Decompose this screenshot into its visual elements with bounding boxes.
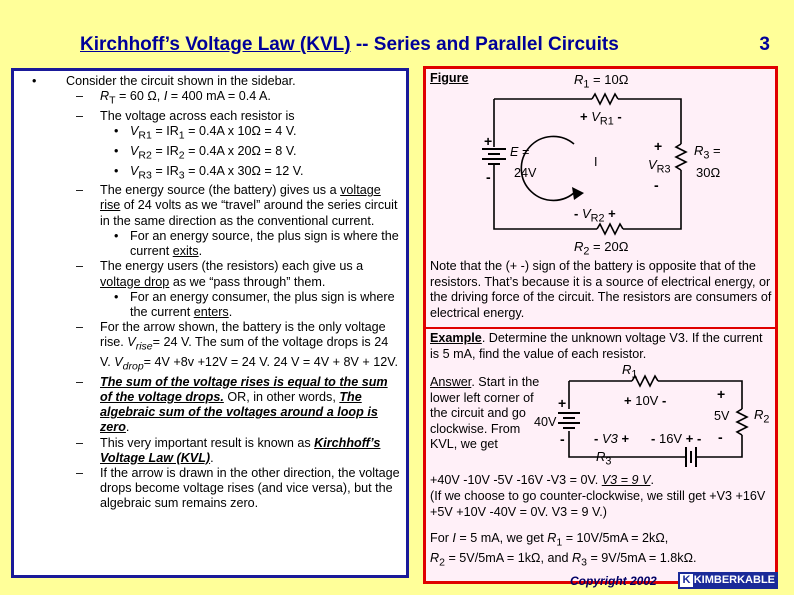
battery-symbol [482,149,506,164]
battery-minus: - [486,169,491,185]
example-resistances: For I = 5 mA, we get $R_1 = 10V/5mA = 2k\Omega$, $R_2 = 5V/5mA = 1k\Omega$, and $R_3 = 9V/5mA = 1.8k\Omega$. [430,531,697,569]
e-label: E = [510,145,530,159]
ex-b40-value: 40V [534,415,557,429]
slide-number: 3 [759,34,770,55]
title-main: Kirchhoff’s Voltage Law (KVL) [80,34,351,55]
bullet-reverse: – If the arrow is drawn in the other direction, the voltage drops become voltage rises (and vice versa), but the algebraic sum remains zero. [20,466,402,512]
bullet-source-plus: • For an energy source, the plus sign is where the current exits. [20,229,402,259]
bullet-vr2: • $V_{R2} = IR_2 = 0.4A$ x 20Ω = 8 V. [20,144,402,164]
ex-battery-40v [558,413,580,428]
ex-v3-label: - V3 + [594,431,630,446]
ex-battery-16v [686,447,696,467]
logo-mark: K [680,574,693,587]
copyright-text: Copyright 2002 [570,574,657,588]
title-rest: -- Series and Parallel Circuits [350,34,619,55]
bullet-voltage-intro: – The voltage across each resistor is [20,109,402,124]
e-value: 24V [514,166,537,180]
bullet-kvl-name: – This very important result is known as Kirchhoff’s Voltage Law (KVL). [20,436,402,466]
bullet-intro: • Consider the circuit shown in the sidebar. [20,74,402,89]
slide-title [80,34,780,56]
current-arrowhead [572,187,584,200]
figure-note: Note that the (+ -) sign of the battery is opposite that of the resistors. That’s because it is a source of electrical energy, or the driving force of the circuit. The resistors are consumers of electrical energy. [430,259,772,320]
vr3-minus: - [654,177,659,193]
ex-b40-plus: + [558,395,567,411]
ex-b40-minus: - [560,431,565,447]
example-ccw: (If we choose to go counter-clockwise, we still get +V3 +16V +5V +10V -40V = 0V. V3 = 9 V.) [430,489,766,519]
wire-right-bottom [623,170,681,229]
main-text-panel [11,68,409,578]
resistor-r2 [597,224,623,234]
figure-label: Figure [430,71,469,85]
answer-text: Answer. Start in the lower left corner of the circuit and go clockwise. From KVL, we get [430,375,540,452]
resistor-r1 [592,94,618,104]
bullet-energy-users: – The energy users (the resistors) each give us a voltage drop as we “pass through” them. [20,259,402,289]
figure-circuit [426,69,775,259]
example-question: Example. Determine the unknown voltage V3. If the current is 5 mA, find the value of each resistor. [430,331,763,361]
bullet-arrow: – For the arrow shown, the battery is the only voltage rise. $V_{rise}= 24$ V. The sum of the voltage drops is 24 V. $V_{drop}= 4V +8v +12V = 24$ V. 24 V = 4V + 8V + 12V. [20,320,402,375]
vr1-label: + $V_{R1}$ - [580,109,622,128]
r1-label: $R_1 = 10\Omega$ [574,72,629,91]
sidebar-panel [423,66,778,584]
panel-divider [426,327,775,329]
example-equation: +40V -10V -5V -16V -V3 = 0V. V3 = 9 V. [430,473,654,487]
bullet-vr1: • $V_{R1} = IR_1 = 0.4A$ x 10Ω = 4 V. [20,124,402,144]
vr3-label: $V_{R3}$ [648,157,671,176]
r2-label: $R_2 = 20\Omega$ [574,239,629,258]
bullet-vr3: • $V_{R3} = IR_3 = 0.4A$ x 30Ω = 12 V. [20,164,402,184]
ex-v5-minus: - [718,429,723,445]
ex-v5-value: 5V [714,409,730,423]
wire-top-right [618,99,681,144]
resistor-r3 [676,144,686,170]
bullet-consumer-plus: • For an energy consumer, the plus sign is where the current enters. [20,290,402,320]
bullet-sum: – The sum of the voltage rises is equal to the sum of the voltage drops. OR, in other words, The algebraic sum of the voltages around a loop is zero. [20,375,402,436]
ex-resistor-r2 [737,409,747,435]
vr3-plus: + [654,138,663,154]
kimberkable-logo [678,572,778,589]
ex-r2-label: $R_2$ [754,407,770,426]
r3-value: 30Ω [696,165,721,180]
logo-text: KIMBERKABLE [693,574,775,586]
bullet-given: – $R_T = 60$ Ω, I = 400 mA = 0.4 A. [20,89,402,109]
vr2-label: - $V_{R2}$ + [574,206,616,225]
r3-label: $R_3$ = [694,143,721,162]
ex-v10-label: + 10V - [624,393,667,408]
ex-r1-label: $R_1$ [622,362,638,381]
bullet-energy-source: – The energy source (the battery) gives us a voltage rise of 24 volts as we “travel” around the series circuit in the same direction as the conventional current. [20,183,402,229]
battery-plus: + [484,133,493,149]
ex-r3-label: $R_3$ [596,449,612,468]
ex-v5-plus: + [717,386,726,402]
current-label: I [594,155,598,169]
ex-wire-top-right [658,381,742,409]
ex-v16-label: - 16V + - [651,431,702,446]
